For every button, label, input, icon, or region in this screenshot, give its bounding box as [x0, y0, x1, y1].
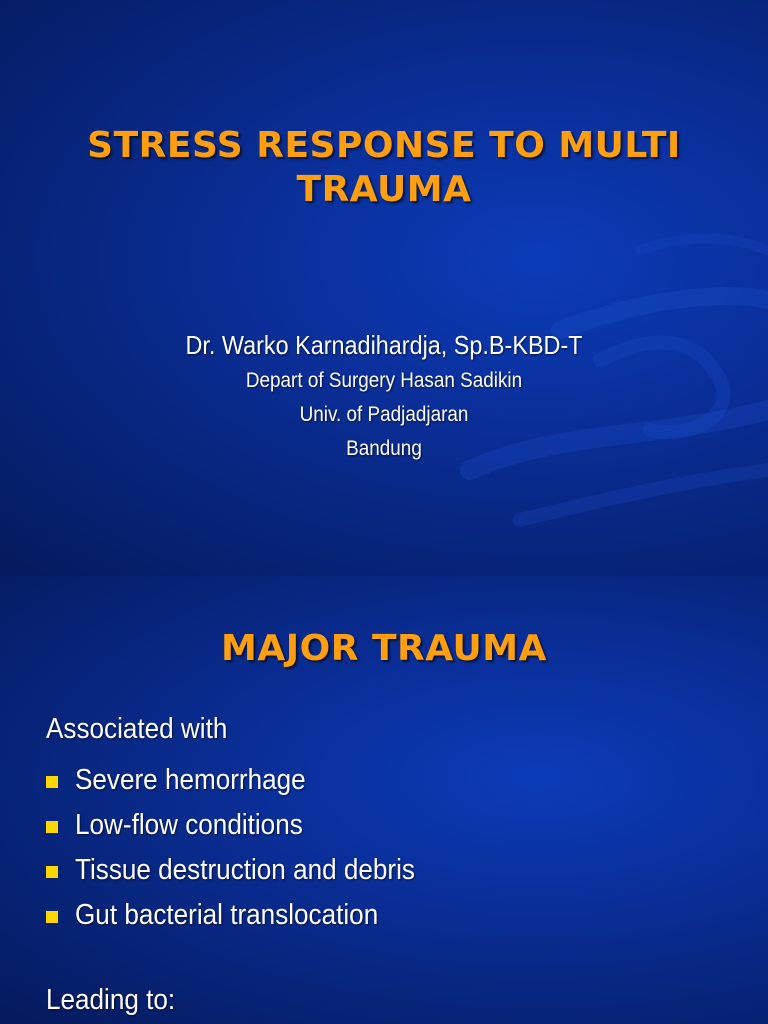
- square-bullet-icon: [46, 866, 58, 878]
- list-item: [46, 758, 453, 803]
- author-name: Dr. Warko Karnadihardja, Sp.B-KBD-T: [185, 330, 583, 360]
- leading-text: Leading to:: [46, 984, 176, 1016]
- bullet-text: Tissue destruction and debris: [75, 854, 415, 886]
- square-bullet-icon: [46, 821, 58, 833]
- author-department: Depart of Surgery Hasan Sadikin: [245, 369, 523, 392]
- square-bullet-icon: [46, 911, 58, 923]
- slide2-title: MAJOR TRAUMA: [221, 628, 547, 669]
- list-item: [46, 803, 453, 848]
- slide1-title-line2: TRAUMA: [296, 169, 472, 210]
- author-university: Univ. of Padjadjaran: [299, 403, 469, 426]
- slide1-title-line1: STRESS RESPONSE TO MULTI: [87, 125, 681, 166]
- square-bullet-icon: [46, 776, 58, 788]
- bullet-list: [46, 758, 453, 938]
- bullet-text: Gut bacterial translocation: [75, 899, 379, 931]
- slide1-title: [0, 124, 768, 212]
- bullet-text: Low-flow conditions: [75, 809, 303, 841]
- intro-text: Associated with: [46, 713, 228, 745]
- list-item: [46, 893, 453, 938]
- bullet-text: Severe hemorrhage: [75, 764, 306, 796]
- list-item: [46, 848, 453, 893]
- author-city: Bandung: [346, 437, 422, 460]
